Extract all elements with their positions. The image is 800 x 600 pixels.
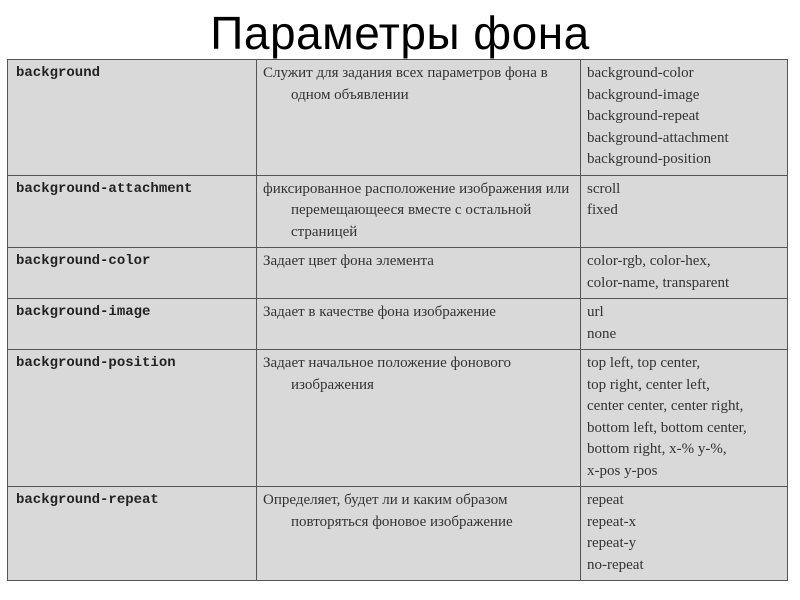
property-description: Определяет, будет ли и каким образом повторяться фоновое изображение (257, 487, 581, 581)
property-value: top left, top center, (587, 355, 701, 371)
property-value: background-attachment (587, 129, 729, 146)
property-values (581, 248, 788, 299)
property-values (581, 299, 788, 350)
property-name: background-image (8, 299, 257, 350)
property-name: background-repeat (8, 487, 257, 581)
property-description: Задает цвет фона элемента (257, 248, 581, 299)
page-title: Параметры фона (210, 7, 590, 59)
property-values (581, 60, 788, 176)
property-value: scroll (587, 180, 621, 197)
property-value: background-position (587, 151, 712, 167)
property-value: bottom right, x-% y-%, (587, 441, 727, 457)
property-value: top right, center left, (587, 376, 710, 393)
property-value: center center, center right, (587, 398, 744, 414)
property-values (581, 350, 788, 487)
property-value: repeat-y (587, 535, 637, 551)
property-values (581, 487, 788, 581)
property-value: background-repeat (587, 108, 700, 124)
property-name: background-position (8, 350, 257, 487)
property-description: Задает начальное положение фонового изображения (257, 350, 581, 487)
property-description: фиксированное расположение изображения или перемещающееся вместе с остальной страницей (257, 175, 581, 248)
table-row (8, 350, 788, 487)
property-description: Служит для задания всех параметров фона в одном объявлении (257, 60, 581, 176)
property-value: color-name, transparent (587, 274, 730, 291)
property-values (581, 175, 788, 248)
table-row (8, 248, 788, 299)
property-name: background-color (8, 248, 257, 299)
table-row (8, 299, 788, 350)
property-value: url (587, 304, 604, 320)
table-row (8, 60, 788, 176)
property-description: Задает в качестве фона изображение (257, 299, 581, 350)
property-value: none (587, 325, 617, 342)
property-value: repeat-x (587, 513, 637, 530)
property-value: background-image (587, 86, 700, 103)
property-name: background-attachment (8, 175, 257, 248)
property-value: repeat (587, 492, 624, 508)
table-row (8, 487, 788, 581)
property-value: color-rgb, color-hex, (587, 253, 711, 269)
table-row (8, 175, 788, 248)
property-value: fixed (587, 202, 618, 218)
property-value: background-color (587, 65, 694, 81)
property-value: no-repeat (587, 556, 644, 573)
property-value: x-pos y-pos (587, 462, 658, 479)
properties-table (7, 59, 788, 581)
property-value: bottom left, bottom center, (587, 419, 747, 436)
property-name: background (8, 60, 257, 176)
